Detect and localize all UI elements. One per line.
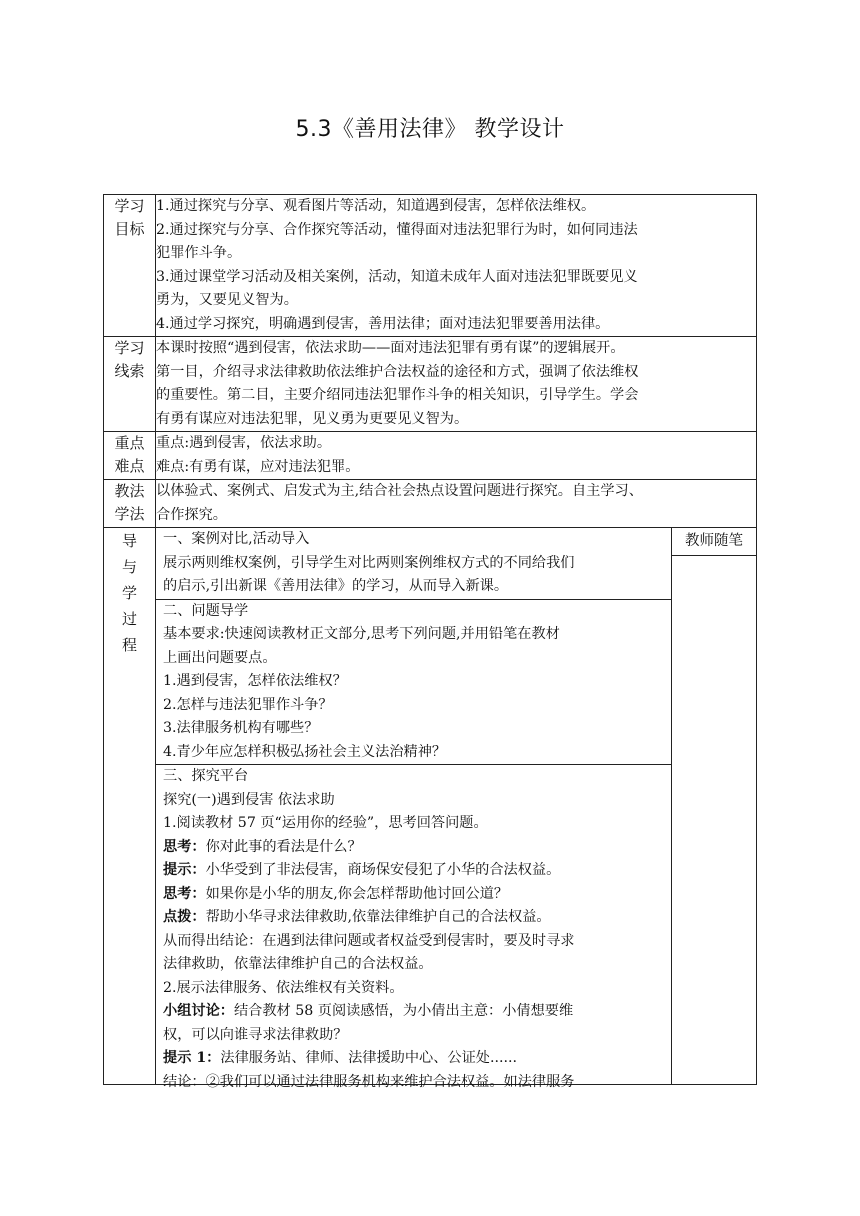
row-label — [104, 528, 156, 1085]
line-text: 法律服务站、律师、法律援助中心、公证处...... — [220, 1050, 517, 1066]
text-line: 的启示,引出新课《善用法律》的学习，从而导入新课。 — [163, 578, 509, 594]
text-line — [163, 883, 666, 907]
text-line: 难点:有勇有谋，应对违法犯罪。 — [156, 458, 360, 475]
text-line: 重点:遇到侵害，依法求助。 — [156, 435, 332, 451]
teacher-notes-column — [672, 528, 756, 1084]
goals-content — [156, 195, 757, 337]
lesson-plan-table — [103, 194, 757, 1090]
bold-prefix: 思考： — [163, 885, 206, 902]
line-text: 小华受到了非法侵害，商场保安侵犯了小华的合法权益。 — [205, 862, 561, 878]
line-text: 你对此事的看法是什么？ — [205, 838, 362, 855]
text-line: 2.展示法律服务、依法维权有关资料。 — [163, 979, 404, 996]
process-content — [156, 528, 757, 1090]
section-explore — [156, 765, 671, 1094]
text-line: 4.青少年应怎样积极弘扬社会主义法治精神？ — [163, 743, 447, 760]
text-line: 勇为，又要见义智为。 — [156, 292, 298, 308]
process-sections — [156, 528, 672, 1090]
text-line — [163, 906, 666, 930]
text-line: 基本要求:快速阅读教材正文部分,思考下列问题,并用铅笔在教材 — [163, 626, 560, 642]
section-questions — [156, 600, 671, 766]
text-line: 第一目，介绍寻求法律救助依法维护合法权益的途径和方式，强调了依法维权 — [156, 363, 639, 380]
label-line: 学习 — [114, 339, 145, 357]
label-line: 难点 — [114, 457, 145, 475]
label-char: 程 — [121, 636, 137, 654]
row-clues — [104, 337, 757, 432]
label-char: 与 — [121, 558, 137, 576]
text-line: 合作探究。 — [156, 506, 227, 523]
text-line — [163, 836, 666, 860]
line-text: 结合教材 58 页阅读感悟，为小倩出主意：小倩想要维 — [233, 1003, 574, 1019]
text-line: 1.遇到侵害，怎样依法维权？ — [163, 673, 347, 689]
text-line — [163, 1000, 666, 1024]
row-label — [104, 195, 156, 337]
line-text: 帮助小华寻求法律救助,依靠法律维护自己的合法权益。 — [205, 909, 551, 925]
label-line: 目标 — [114, 220, 145, 238]
line-text: 如果你是小华的朋友,你会怎样帮助他讨回公道？ — [205, 885, 509, 902]
label-line: 线索 — [114, 362, 145, 380]
text-line: 3.法律服务机构有哪些？ — [163, 720, 319, 736]
bold-prefix: 小组讨论： — [163, 1003, 234, 1019]
text-line: 二、问题导学 — [163, 602, 249, 619]
text-line: 权，可以向谁寻求法律救助？ — [163, 1026, 348, 1043]
text-line: 一、案例对比,活动导入 — [163, 531, 310, 547]
row-goals — [104, 195, 757, 337]
text-line: 1.通过探究与分享、观看图片等活动，知道遇到侵害，怎样依法维权。 — [156, 198, 596, 214]
text-line: 从而得出结论：在遇到法律问题或者权益受到侵害时，要及时寻求 — [163, 932, 575, 949]
label-char: 导 — [121, 532, 137, 550]
text-line: 本课时按照“遇到侵害，依法求助——面对违法犯罪有勇有谋”的逻辑展开。 — [156, 340, 625, 356]
text-line: 有勇有谋应对违法犯罪，见义勇为更要见义智为。 — [156, 410, 469, 427]
text-line: 2.怎样与违法犯罪作斗争？ — [163, 696, 333, 713]
text-line: 4.通过学习探究，明确遇到侵害，善用法律；面对违法犯罪要善用法律。 — [156, 315, 610, 332]
bold-prefix: 提示： — [163, 862, 206, 878]
bold-prefix: 提示 1： — [163, 1050, 221, 1066]
text-line: 以体验式、案例式、启发式为主,结合社会热点设置问题进行探究。自主学习、 — [156, 483, 643, 499]
row-methods — [104, 480, 757, 528]
text-line: 三、探究平台 — [163, 768, 249, 784]
text-line: 犯罪作斗争。 — [156, 245, 242, 261]
text-line: 2.通过探究与分享、合作探究等活动，懂得面对违法犯罪行为时，如何同违法 — [156, 221, 638, 238]
text-line — [163, 859, 666, 883]
section-intro — [156, 528, 671, 600]
teacher-notes-header: 教师随笔 — [672, 528, 756, 556]
row-label — [104, 337, 156, 432]
keypoints-content — [156, 432, 757, 480]
text-line: 的重要性。第二目，主要介绍同违法犯罪作斗争的相关知识，引导学生。学会 — [156, 387, 639, 403]
text-line: 展示两则维权案例，引导学生对比两则案例维权方式的不同给我们 — [163, 554, 575, 571]
text-line: 上画出问题要点。 — [163, 649, 277, 666]
label-line: 学习 — [114, 197, 145, 215]
row-label — [104, 480, 156, 528]
text-line: 结论：②我们可以通过法律服务机构来维护合法权益。如法律服务 — [163, 1073, 575, 1090]
bold-prefix: 点拨： — [163, 909, 206, 925]
text-line: 1.阅读教材 57 页“运用你的经验”，思考回答问题。 — [163, 815, 488, 831]
text-line: 探究(一)遇到侵害 依法求助 — [163, 791, 335, 808]
label-line: 教法 — [114, 482, 145, 500]
methods-content — [156, 480, 757, 528]
label-line: 学法 — [114, 505, 145, 523]
process-label-vertical — [121, 528, 139, 658]
row-keypoints — [104, 432, 757, 480]
text-line: 3.通过课堂学习活动及相关案例，活动，知道未成年人面对违法犯罪既要见义 — [156, 268, 638, 285]
text-line: 法律救助，依靠法律维护自己的合法权益。 — [163, 956, 433, 972]
row-label — [104, 432, 156, 480]
label-char: 学 — [121, 584, 137, 602]
text-line — [163, 1047, 666, 1071]
page-title: 5.3《善用法律》 教学设计 — [295, 117, 565, 142]
row-process — [104, 528, 757, 1085]
label-line: 重点 — [114, 434, 145, 452]
label-char: 过 — [121, 610, 137, 628]
clues-content — [156, 337, 757, 432]
bold-prefix: 思考： — [163, 838, 206, 855]
